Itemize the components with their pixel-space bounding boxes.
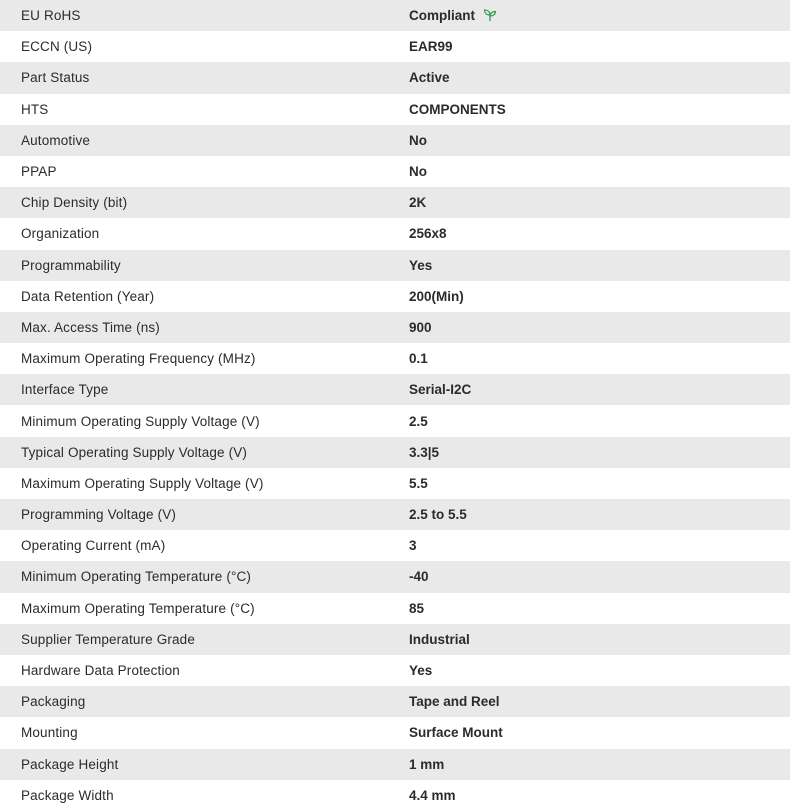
spec-label: EU RoHS (21, 8, 81, 24)
spec-value-cell (409, 281, 790, 312)
spec-value: COMPONENTS (409, 101, 506, 117)
spec-label: Interface Type (21, 382, 109, 398)
spec-label: Mounting (21, 725, 78, 741)
spec-value-cell (409, 780, 790, 811)
spec-label: Organization (21, 226, 100, 242)
spec-row-24 (0, 749, 790, 780)
spec-value: 2K (409, 195, 427, 211)
spec-value: 3.3|5 (409, 444, 440, 460)
spec-value: Yes (409, 663, 433, 679)
spec-label: Typical Operating Supply Voltage (V) (21, 444, 248, 460)
spec-label: Package Width (21, 787, 114, 803)
spec-value-cell (409, 717, 790, 748)
spec-value: 256x8 (409, 226, 447, 242)
spec-value: 200(Min) (409, 288, 464, 304)
spec-label: Minimum Operating Supply Voltage (V) (21, 413, 260, 429)
spec-value-cell (409, 312, 790, 343)
spec-value-cell (409, 94, 790, 125)
spec-label: Chip Density (bit) (21, 195, 128, 211)
spec-value: Surface Mount (409, 725, 503, 741)
spec-row-17 (0, 530, 790, 561)
spec-value: 85 (409, 600, 425, 616)
spec-value-cell (409, 343, 790, 374)
spec-value: Active (409, 70, 450, 86)
spec-row-25 (0, 780, 790, 811)
spec-value-cell (409, 530, 790, 561)
spec-label: Maximum Operating Temperature (°C) (21, 600, 255, 616)
spec-label: Minimum Operating Temperature (°C) (21, 569, 252, 585)
spec-value-cell (409, 499, 790, 530)
spec-row-5 (0, 156, 790, 187)
spec-row-0 (0, 0, 790, 31)
spec-value: 0.1 (409, 351, 428, 367)
spec-value: Industrial (409, 631, 470, 647)
spec-row-14 (0, 437, 790, 468)
spec-label: Hardware Data Protection (21, 663, 180, 679)
spec-value: No (409, 164, 427, 180)
spec-row-21 (0, 655, 790, 686)
spec-label: Operating Current (mA) (21, 538, 166, 554)
spec-label: Programmability (21, 257, 121, 273)
spec-value-cell (409, 405, 790, 436)
spec-value-cell (409, 624, 790, 655)
spec-row-18 (0, 561, 790, 592)
spec-label: Packaging (21, 694, 86, 710)
spec-value-cell (409, 374, 790, 405)
spec-value-cell (409, 561, 790, 592)
spec-row-15 (0, 468, 790, 499)
spec-row-4 (0, 125, 790, 156)
spec-row-23 (0, 717, 790, 748)
spec-value-cell (409, 156, 790, 187)
spec-label: Part Status (21, 70, 90, 86)
spec-row-19 (0, 593, 790, 624)
spec-value: Tape and Reel (409, 694, 500, 710)
spec-row-9 (0, 281, 790, 312)
spec-label: Automotive (21, 132, 91, 148)
spec-value: 4.4 mm (409, 787, 456, 803)
spec-value-cell (409, 0, 790, 31)
spec-label: Maximum Operating Frequency (MHz) (21, 351, 256, 367)
spec-label: Supplier Temperature Grade (21, 631, 195, 647)
spec-value: 900 (409, 319, 432, 335)
spec-value: 3 (409, 538, 417, 554)
spec-row-2 (0, 62, 790, 93)
spec-row-20 (0, 624, 790, 655)
spec-value-cell (409, 655, 790, 686)
spec-value: Serial-I2C (409, 382, 472, 398)
leaf-icon (483, 8, 497, 22)
spec-label: ECCN (US) (21, 39, 93, 55)
spec-label: Max. Access Time (ns) (21, 319, 160, 335)
spec-value-cell (409, 468, 790, 499)
spec-value-cell (409, 686, 790, 717)
spec-row-11 (0, 343, 790, 374)
spec-row-16 (0, 499, 790, 530)
spec-label: HTS (21, 101, 49, 117)
spec-value-cell (409, 437, 790, 468)
spec-row-10 (0, 312, 790, 343)
spec-value-cell (409, 218, 790, 249)
spec-label: Programming Voltage (V) (21, 507, 177, 523)
spec-row-22 (0, 686, 790, 717)
spec-value-cell (409, 593, 790, 624)
spec-row-6 (0, 187, 790, 218)
spec-row-1 (0, 31, 790, 62)
spec-row-13 (0, 405, 790, 436)
spec-row-12 (0, 374, 790, 405)
spec-value: 2.5 (409, 413, 428, 429)
spec-value: Yes (409, 257, 433, 273)
spec-row-7 (0, 218, 790, 249)
spec-value: 2.5 to 5.5 (409, 507, 467, 523)
spec-value-cell (409, 749, 790, 780)
spec-value: EAR99 (409, 39, 453, 55)
spec-label: Package Height (21, 756, 119, 772)
spec-label: Data Retention (Year) (21, 288, 155, 304)
spec-value: Compliant (409, 8, 475, 24)
spec-value: -40 (409, 569, 429, 585)
spec-value: 1 mm (409, 756, 445, 772)
spec-value-cell (409, 125, 790, 156)
spec-value: No (409, 132, 427, 148)
spec-label: Maximum Operating Supply Voltage (V) (21, 475, 264, 491)
spec-row-3 (0, 94, 790, 125)
spec-value-cell (409, 31, 790, 62)
spec-value-cell (409, 62, 790, 93)
spec-row-8 (0, 250, 790, 281)
spec-value-cell (409, 187, 790, 218)
spec-value-cell (409, 250, 790, 281)
spec-label: PPAP (21, 164, 57, 180)
spec-value: 5.5 (409, 475, 428, 491)
